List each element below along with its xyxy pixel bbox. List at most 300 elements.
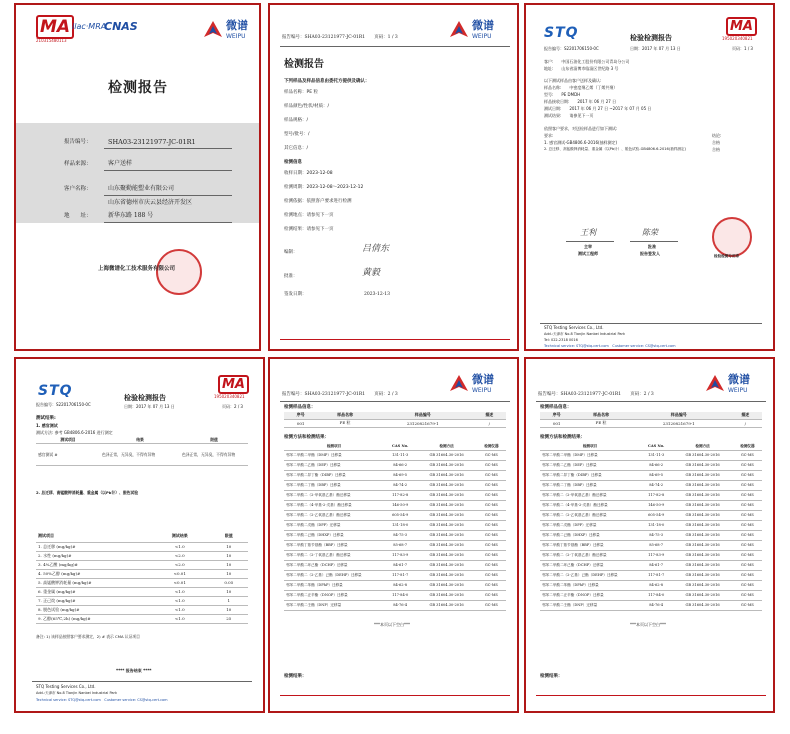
table-cell: GC-MS [477, 590, 506, 600]
table-cell: 84-66-2 [384, 460, 416, 470]
table-row [284, 450, 506, 460]
table-cell: GC-MS [477, 500, 506, 510]
table-cell: 邻苯二甲酸二苯酯（DPhP）迁移量 [540, 580, 640, 590]
report-no-value: SHA03-23121977-JC-01R1 [108, 138, 196, 146]
table-header: 检测仪器 [733, 443, 762, 450]
ilac-logo: ilac·MRA [72, 22, 107, 31]
field-model: 型号/批号：/ [284, 132, 310, 137]
table-header: 结果 [100, 437, 180, 444]
table-cell: 131-11-3 [384, 450, 416, 460]
table-cell: 84-62-8 [640, 580, 672, 590]
table-row [284, 419, 506, 427]
table-cell: GB 31604.30-2016 [672, 590, 733, 600]
table-cell: 邻苯二甲酸二苯酯（DPhP）迁移量 [284, 580, 384, 590]
compile-label: 编制： [284, 250, 298, 255]
report-cover-card [14, 3, 261, 351]
table-cell: 117-82-8 [640, 490, 672, 500]
table-row [284, 570, 506, 580]
table-row [284, 460, 506, 470]
foot-label: 检测结果： [284, 674, 307, 679]
stq-page: 页码：1 / 3 [732, 46, 753, 51]
table-cell: GB 31604.30-2016 [672, 550, 733, 560]
table-cell: GC-MS [477, 460, 506, 470]
page-header: 报告编号：SHA03-23121977-JC-01R1 页码：1 / 3 [282, 35, 398, 40]
stq-footer-addr: Add.:天津市 No.8 Tianjin Nanbei Industrial Park [544, 332, 626, 336]
table-cell: 117-82-8 [384, 490, 416, 500]
table-cell: 邻苯二甲酸二（2-甲氧基乙基）酯迁移量 [284, 490, 384, 500]
table-cell: 117-84-0 [384, 590, 416, 600]
report-no-label: 报告编号： [64, 139, 92, 145]
table-cell: 84-61-7 [640, 560, 672, 570]
table-row [540, 490, 762, 500]
table-header: 检测方法 [416, 443, 477, 450]
stq-report-no: 报告编号：S2201706150-0C [544, 46, 599, 51]
table-cell: <1.0 [150, 614, 210, 623]
info-period: 检测周期：2023-12-08～2023-12-12 [284, 185, 364, 190]
page-title: 检测报告 [284, 59, 324, 70]
footer-line [536, 695, 766, 696]
table-cell: GC-MS [477, 600, 506, 610]
table-cell: GB 31604.30-2016 [416, 590, 477, 600]
table-cell: 84-69-5 [384, 470, 416, 480]
table-cell: 001 [540, 419, 573, 427]
table-cell: 0.05 [210, 578, 248, 587]
stq-req-left: 要求: [544, 133, 554, 138]
method-1: 测试方法: 参考 GB4806.6-2016 进行测定 [36, 430, 113, 435]
stq-req-title: 依照客户要求，对送检样品进行如下测试: [544, 126, 618, 131]
table-row [36, 569, 248, 578]
stq-footer-addr: Add.:天津市 No.8 Tianjin Nanbei Industrial Park [36, 691, 118, 695]
table-cell: 邻苯二甲酸二（4-甲基-2-戊基）酯迁移量 [284, 500, 384, 510]
table-cell: 邻苯二甲酸二壬酯（DNP）迁移量 [284, 600, 384, 610]
table-row [284, 560, 506, 570]
stq-page: 页码：2 / 3 [222, 404, 243, 409]
table-header: 样品编号 [373, 412, 473, 419]
table-cell: <1.0 [150, 587, 210, 596]
table-cell: GB 31604.30-2016 [672, 500, 733, 510]
weipu-cn: 微谱 [226, 19, 248, 32]
table-row [36, 551, 248, 560]
table-cell: GB 31604.30-2016 [416, 550, 477, 560]
table-cell: 25 [210, 614, 248, 623]
table-cell: 84-69-5 [640, 470, 672, 480]
table-cell: GC-MS [733, 460, 762, 470]
stq-line-model: 型号: PE DMDH [544, 92, 581, 97]
stq-footer-email: Technical service: STQ@stq-cert.com Customer service: CS@stq-cert.com [36, 698, 168, 702]
stq-line-receive: 样品接收日期: 2017 年 06 月 27 日 [544, 99, 617, 104]
table-cell: GB 31604.30-2016 [416, 520, 477, 530]
table-cell: GC-MS [477, 550, 506, 560]
cma-number: 195020340821 [214, 394, 245, 399]
table-cell: 色泽正常，无异臭，不得有异物 [180, 444, 248, 466]
table-cell: GC-MS [733, 520, 762, 530]
report-page-2-copy-card [524, 357, 775, 713]
table-cell: 84-75-3 [640, 530, 672, 540]
weipu-cn: 微谱 [472, 373, 494, 386]
table-row [540, 560, 762, 570]
table-cell: 邻苯二甲酸二（2-乙氧基乙基）酯迁移量 [284, 510, 384, 520]
stq-line-client: 客户: 中国石油化工股份有限公司青岛分公司 [544, 59, 630, 64]
address-label: 地 址： [64, 213, 92, 219]
results-table [284, 443, 506, 611]
table-header: 检测项目 [540, 443, 640, 450]
sample-source-label: 样品来源： [64, 161, 92, 167]
page-header: 报告编号：SHA03-23121977-JC-01R1 页码：2 / 3 [538, 392, 654, 397]
table-cell: 7. 正己烷 (mg/kg)# [36, 596, 150, 605]
table-cell: 邻苯二甲酸二（4-甲基-2-戊基）酯迁移量 [540, 500, 640, 510]
table-row [540, 530, 762, 540]
table-cell: GC-MS [733, 570, 762, 580]
table-row [36, 578, 248, 587]
table-cell: GC-MS [477, 490, 506, 500]
table-header-row [540, 412, 762, 419]
table-cell: GB 31604.30-2016 [416, 490, 477, 500]
table-cell: GC-MS [733, 530, 762, 540]
table-cell: 84-61-7 [384, 560, 416, 570]
stq-line-address: 地址: 山东省淄博市临淄区世纪路 3 号 [544, 66, 619, 71]
table-cell: 色泽正常，无异臭，不得有异物 [100, 444, 180, 466]
table-cell: GB 31604.30-2016 [672, 580, 733, 590]
table-header: 测试结果 [150, 531, 210, 542]
table-cell: 8. 脱色试验 (mg/kg)# [36, 605, 150, 614]
table-cell: 邻苯二甲酸二丁酯（DBP）迁移量 [540, 480, 640, 490]
table-cell: GB 31604.30-2016 [416, 470, 477, 480]
table-row [540, 450, 762, 460]
table-cell: GC-MS [477, 480, 506, 490]
table-cell: GC-MS [733, 490, 762, 500]
table-row [284, 590, 506, 600]
table-cell: 邻苯二甲酸二戊酯（DPP）迁移量 [284, 520, 384, 530]
stq-footer-company: STQ Testing Services Co., Ltd. [544, 325, 604, 330]
table-cell: 10 [210, 569, 248, 578]
table-row [36, 560, 248, 569]
divider [104, 148, 232, 149]
sample-table [284, 412, 506, 428]
table-cell: 10 [210, 542, 248, 551]
table-cell: GC-MS [733, 590, 762, 600]
table-cell: GB 31604.30-2016 [416, 560, 477, 570]
table-cell: GC-MS [733, 500, 762, 510]
divider [566, 241, 614, 242]
cma-number: 195020340821 [722, 36, 753, 41]
table-cell: <1.0 [150, 605, 210, 614]
table-row [540, 470, 762, 480]
table-cell: GB 31604.30-2016 [672, 520, 733, 530]
intro-text: 下列样品及样品信息由委托方提供及确认： [284, 79, 370, 84]
table-row [540, 540, 762, 550]
table-cell: GC-MS [733, 600, 762, 610]
stq-title: 检验检测报告 [630, 34, 672, 42]
table-cell: PE 粒 [573, 419, 629, 427]
table-row [540, 550, 762, 560]
table-cell: 84-76-4 [640, 600, 672, 610]
field-sample-spec: 样品规格：/ [284, 118, 309, 123]
table-cell: GC-MS [733, 560, 762, 570]
table-cell: 邻苯二甲酸二（2-乙氧基乙基）酯迁移量 [540, 510, 640, 520]
table-header: 限值 [180, 437, 248, 444]
subsection-2: 2. 总迁移、高锰酸钾消耗量、重金属（以Pb计）、脱色试验 [36, 490, 139, 495]
table-cell: 邻苯二甲酸二（2-乙基）己酯（DEHP）迁移量 [540, 570, 640, 580]
table-row [36, 542, 248, 551]
table-row [540, 600, 762, 610]
table-cell: 117-84-0 [640, 590, 672, 600]
table-row [36, 587, 248, 596]
stq-req-right: 结论: [712, 133, 722, 138]
weipu-en: WEIPU [226, 33, 246, 40]
divider [104, 170, 232, 171]
cma-number: 210315480113 [36, 38, 67, 43]
table-cell: 邻苯二甲酸二己酯（DHXP）迁移量 [284, 530, 384, 540]
table-cell: GC-MS [733, 510, 762, 520]
info-location: 检测地点：请参见下一页 [284, 213, 334, 218]
sign2-signature: 陈荣 [642, 228, 658, 237]
table-row [284, 520, 506, 530]
table-cell: 84-66-2 [640, 460, 672, 470]
table-cell: GB 31604.30-2016 [672, 450, 733, 460]
table-cell: 邻苯二甲酸二环己酯（DCHP）迁移量 [284, 560, 384, 570]
footer-line [32, 681, 252, 682]
stq-date: 日期：2017 年 07 月 13 日 [124, 404, 175, 409]
table-row [284, 470, 506, 480]
stq-report-page-1-card [524, 3, 775, 351]
field-sample-name: 样品名称：PE 粒 [284, 90, 318, 95]
table-cell: 85-68-7 [640, 540, 672, 550]
table-cell: GC-MS [477, 450, 506, 460]
stq-report-no: 报告编号：S2201706150-0C [36, 402, 91, 407]
stq-req-1: 1. 感官测试-GB4806.6-2016(抽样测定) [544, 140, 618, 145]
cover-title: 检测报告 [108, 80, 168, 96]
table-cell: GB 31604.30-2016 [672, 600, 733, 610]
table-row [540, 460, 762, 470]
table-header: 序号 [540, 412, 573, 419]
address-value: 新华东路 188 号 [108, 212, 154, 219]
table-cell: GB 31604.30-2016 [416, 460, 477, 470]
table-cell: GB 31604.30-2016 [672, 470, 733, 480]
table-cell: GC-MS [733, 470, 762, 480]
table-cell: 131-11-3 [640, 450, 672, 460]
table-cell: GC-MS [733, 480, 762, 490]
results-table [540, 443, 762, 611]
weipu-logo-icon [448, 19, 470, 41]
table-cell: GB 31604.30-2016 [672, 460, 733, 470]
table-cell: 邻苯二甲酸二正辛酯（DNOP）迁移量 [284, 590, 384, 600]
table-row [284, 480, 506, 490]
table-cell: PE 粒 [317, 419, 373, 427]
weipu-logo-icon [704, 373, 726, 395]
table-cell: GC-MS [477, 560, 506, 570]
table-cell: GC-MS [477, 470, 506, 480]
table-row [540, 419, 762, 427]
field-sample-color: 样品颜色/性状/材质：/ [284, 104, 330, 109]
stq-footer-company: STQ Testing Services Co., Ltd. [36, 684, 96, 689]
cover-footer-company: 上海微谱化工技术服务有限公司 [98, 266, 176, 272]
table-cell: 23120821679-1 [629, 419, 729, 427]
table-cell: 10 [210, 605, 248, 614]
table-header-row [36, 531, 248, 542]
table-cell: 邻苯二甲酸二乙酯（DEP）迁移量 [540, 460, 640, 470]
stq-date: 日期：2017 年 07 月 13 日 [630, 46, 681, 51]
footer-line [280, 339, 510, 340]
client-label: 客户名称： [64, 186, 92, 192]
approve-signature: 黄毅 [362, 268, 381, 278]
sensory-table [36, 437, 248, 466]
table-cell: GC-MS [477, 580, 506, 590]
table-cell: 131-18-0 [384, 520, 416, 530]
table-cell: 邻苯二甲酸二环己酯（DCHP）迁移量 [540, 560, 640, 570]
table-cell: 邻苯二甲酸二正辛酯（DNOP）迁移量 [540, 590, 640, 600]
weipu-en: WEIPU [472, 387, 492, 394]
table-cell: 117-81-7 [384, 570, 416, 580]
table-row [540, 570, 762, 580]
table-cell: 23120821679-1 [373, 419, 473, 427]
table-header: 描述 [729, 412, 762, 419]
table-header: 限值 [210, 531, 248, 542]
table-row [36, 605, 248, 614]
divider [104, 195, 232, 196]
table-header: 检测项目 [284, 443, 384, 450]
table-header: CAS No. [384, 443, 416, 450]
table-row [540, 480, 762, 490]
table-header: 检测仪器 [477, 443, 506, 450]
section-title: 测试结果: [36, 416, 56, 421]
sign1-signature: 王利 [580, 228, 596, 237]
table-header: 测试项目 [36, 437, 100, 444]
table-cell: 10 [210, 587, 248, 596]
results-title: 检测方法和检测结果： [284, 435, 329, 440]
info-result: 检测结果：请参见下一页 [284, 227, 334, 232]
table-cell: 邻苯二甲酸二壬酯（DNP）迁移量 [540, 600, 640, 610]
table-cell: 9. 乙醇(65℃,2h) (mg/kg)# [36, 614, 150, 623]
stq-line-sample: 样品名称: 中密度聚乙烯（丁烯共聚） [544, 85, 618, 90]
divider [536, 401, 766, 402]
table-cell: 85-68-7 [384, 540, 416, 550]
table-cell: 84-76-4 [384, 600, 416, 610]
info-receive-date: 收样日期：2023-12-08 [284, 171, 333, 176]
sign2-role: 报告签发人 [640, 251, 660, 256]
sample-table [540, 412, 762, 428]
migration-table [36, 531, 248, 624]
table-row [540, 500, 762, 510]
table-cell: 84-74-2 [384, 480, 416, 490]
page-header: 报告编号：SHA03-23121977-JC-01R1 页码：2 / 3 [282, 392, 398, 397]
table-row [284, 600, 506, 610]
table-row [36, 596, 248, 605]
table-cell: 001 [284, 419, 317, 427]
stq-line-result: 测试结果: 请参见下一页 [544, 113, 594, 118]
table-cell: 邻苯二甲酸二异丁酯（DIBP）迁移量 [284, 470, 384, 480]
table-cell: 4. 50%乙醇 (mg/kg)# [36, 569, 150, 578]
table-row [36, 444, 248, 466]
sign2-label: 批准 [648, 244, 656, 249]
approve-label: 批准： [284, 274, 298, 279]
table-cell: GC-MS [733, 450, 762, 460]
table-cell: 1 [210, 596, 248, 605]
table-row [284, 510, 506, 520]
table-cell: GB 31604.30-2016 [416, 530, 477, 540]
table-cell: 邻苯二甲酸二丁酯（DBP）迁移量 [284, 480, 384, 490]
table-cell: 10 [210, 560, 248, 569]
table-cell: GC-MS [477, 540, 506, 550]
table-header: 序号 [284, 412, 317, 419]
issue-label: 签发日期： [284, 292, 307, 297]
table-header-row [284, 443, 506, 450]
stamp-caption: 检验检测专用章 [714, 254, 740, 258]
table-cell: GB 31604.30-2016 [416, 500, 477, 510]
table-cell: 117-81-7 [640, 570, 672, 580]
table-cell: GB 31604.30-2016 [416, 510, 477, 520]
stq-req-1-result: 合格 [712, 140, 720, 145]
table-header-row [36, 437, 248, 444]
table-cell: 邻苯二甲酸二（2-甲氧基乙基）酯迁移量 [540, 490, 640, 500]
table-cell: 1. 总迁移 (mg/kg)# [36, 542, 150, 551]
divider [630, 241, 678, 242]
divider [280, 401, 510, 402]
weipu-en: WEIPU [472, 33, 492, 40]
divider [104, 222, 232, 223]
client-value: 山东聚勤能塑业有限公司 [108, 185, 175, 192]
testing-stamp [712, 217, 752, 257]
table-row [284, 540, 506, 550]
field-other: 其它信息：/ [284, 146, 309, 151]
table-cell: 邻苯二甲酸丁基苄基酯（BBP）迁移量 [540, 540, 640, 550]
table-cell: 5. 高锰酸钾消耗量 (mg/kg)# [36, 578, 150, 587]
sample-source-value: 客户送样 [108, 160, 133, 167]
table-cell: 邻苯二甲酸二（2-乙基）己酯（DEHP）迁移量 [284, 570, 384, 580]
table-cell: <2.0 [150, 560, 210, 569]
cma-logo: MA [218, 377, 249, 392]
table-cell: GC-MS [733, 580, 762, 590]
results-title: 检测方法和检测结果： [540, 435, 585, 440]
cma-logo: MA [36, 17, 74, 37]
table-row [540, 520, 762, 530]
stq-report-page-2-card [14, 357, 265, 713]
table-cell: 邻苯二甲酸丁基苄基酯（BBP）迁移量 [284, 540, 384, 550]
weipu-en: WEIPU [728, 387, 748, 394]
table-row [540, 580, 762, 590]
table-cell: GB 31604.30-2016 [672, 530, 733, 540]
info-title: 检测信息 [284, 160, 302, 165]
table-cell: 117-83-9 [640, 550, 672, 560]
table-cell: 10 [210, 551, 248, 560]
sign1-label: 主审 [584, 244, 592, 249]
divider [280, 46, 510, 47]
table-row [284, 530, 506, 540]
table-cell: GC-MS [477, 510, 506, 520]
table-cell: <1.0 [150, 596, 210, 605]
table-cell: 605-54-9 [384, 510, 416, 520]
table-cell: 2. 水性 (mg/kg)# [36, 551, 150, 560]
table-cell: GB 31604.30-2016 [672, 480, 733, 490]
blank-note: ***本页以下空白*** [630, 622, 666, 627]
table-cell: 邻苯二甲酸二甲酯（DMP）迁移量 [284, 450, 384, 460]
table-cell: GC-MS [733, 550, 762, 560]
subsection-1: 1. 感官测试 [36, 423, 58, 428]
table-header-row [540, 443, 762, 450]
table-cell: GB 31604.30-2016 [672, 510, 733, 520]
table-cell: GB 31604.30-2016 [672, 490, 733, 500]
weipu-logo-icon [202, 19, 224, 41]
table-cell: GB 31604.30-2016 [672, 570, 733, 580]
weipu-cn: 微谱 [728, 373, 750, 386]
table-row [540, 510, 762, 520]
table-cell: 邻苯二甲酸二（2-丁氧基乙基）酯迁移量 [284, 550, 384, 560]
table-notes: 备注: 1) 该样品按照客户要求测定，2) # 表示 CMA 认证项目 [36, 634, 140, 639]
table-cell: <2.0 [150, 551, 210, 560]
address-line-1: 山东省德州市庆云县经济开发区 [108, 199, 193, 206]
table-cell: 邻苯二甲酸二异丁酯（DIBP）迁移量 [540, 470, 640, 480]
table-cell: / [729, 419, 762, 427]
table-cell: 84-75-3 [384, 530, 416, 540]
